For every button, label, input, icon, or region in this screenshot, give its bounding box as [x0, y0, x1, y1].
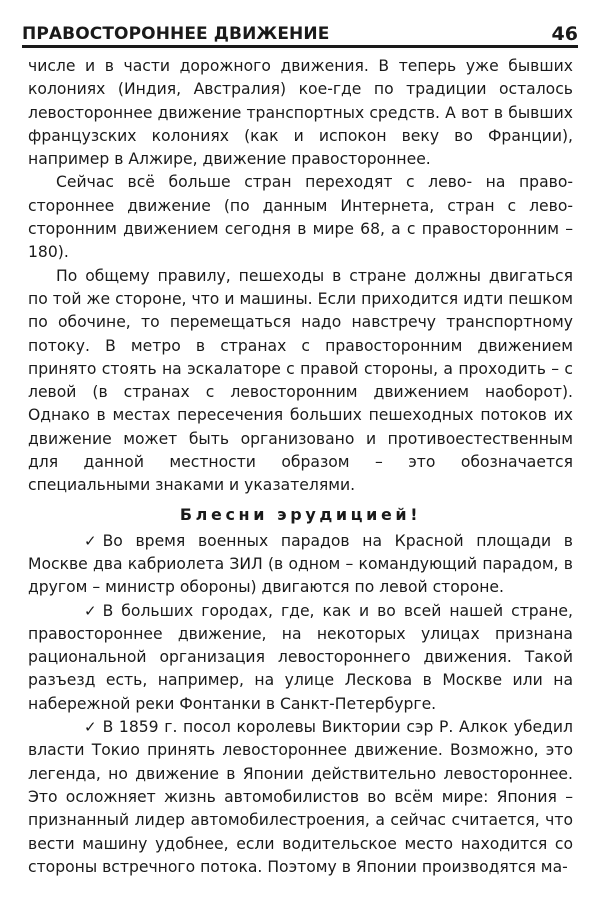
fact-item	[28, 600, 573, 716]
page-number: 46	[551, 23, 578, 45]
body-text	[28, 55, 573, 879]
section-heading: Блесни эрудицией!	[179, 504, 422, 524]
header-rule	[22, 45, 578, 48]
chapter-title: ПРАВОСТОРОННЕЕ ДВИЖЕНИЕ	[22, 24, 330, 44]
fact-text: В 1859 г. посол королевы Виктории сэр Р. Алкок убедил власти Токио принять левостороннее движение. Возможно, это легенда, но движение в Японии действительно левостороннее. Это осложняет жизнь автомобилистов во всём мире: Япония – признанный лидер автомобилестроения, а сейчас считается, что вести машину удобнее, если водительское место находится со стороны встречного потока. Поэтому в Японии производятся ма-	[28, 718, 573, 876]
fact-item	[28, 530, 573, 600]
check-icon: ✓	[84, 601, 97, 620]
paragraph: По общему правилу, пешеходы в стране должны двигаться по той же стороне, что и машины. Если приходится идти пешком по обочине, то перемещаться надо навстречу транспортному потоку. В метро в странах с правосторонним движением принято стоять на эскалаторе с правой стороны, а проходить – с левой (в странах с левосторонним движением наоборот). Однако в местах пересечения больших пешеходных потоков их движение может быть организовано и противоестественным для данной местности образом – это обозначается специальными знаками и указателями.	[28, 266, 573, 495]
fact-text: Во время военных парадов на Красной площади в Москве два кабриолета ЗИЛ (в одном – командующий парадом, в другом – министр обороны) двигаются по левой стороне.	[28, 531, 573, 597]
running-header	[22, 14, 578, 44]
check-icon: ✓	[84, 531, 97, 550]
paragraph: Сейчас всё больше стран переходят с лево- на правостороннее движение (по данным Интернета, стран с левосторонним движением сегодня в мире 68, а с правосторонним – 180).	[28, 173, 573, 262]
paragraph-continued: числе и в части дорожного движения. В теперь уже бывших колониях (Индия, Австралия) кое-где по традиции осталось левостороннее движение транспортных средств. А вот в бывших французских колониях (как и испокон веку во Франции), например в Алжире, движение правостороннее.	[28, 57, 573, 169]
fact-text: В больших городах, где, как и во всей нашей стране, правостороннее движение, на некоторых улицах признана рациональной организация левостороннего движения. Такой разъезд есть, например, на улице Лескова в Москве или на набережной реки Фонтанки в Санкт-Петербурге.	[28, 601, 573, 713]
check-icon: ✓	[84, 718, 97, 737]
fact-item	[28, 716, 573, 879]
